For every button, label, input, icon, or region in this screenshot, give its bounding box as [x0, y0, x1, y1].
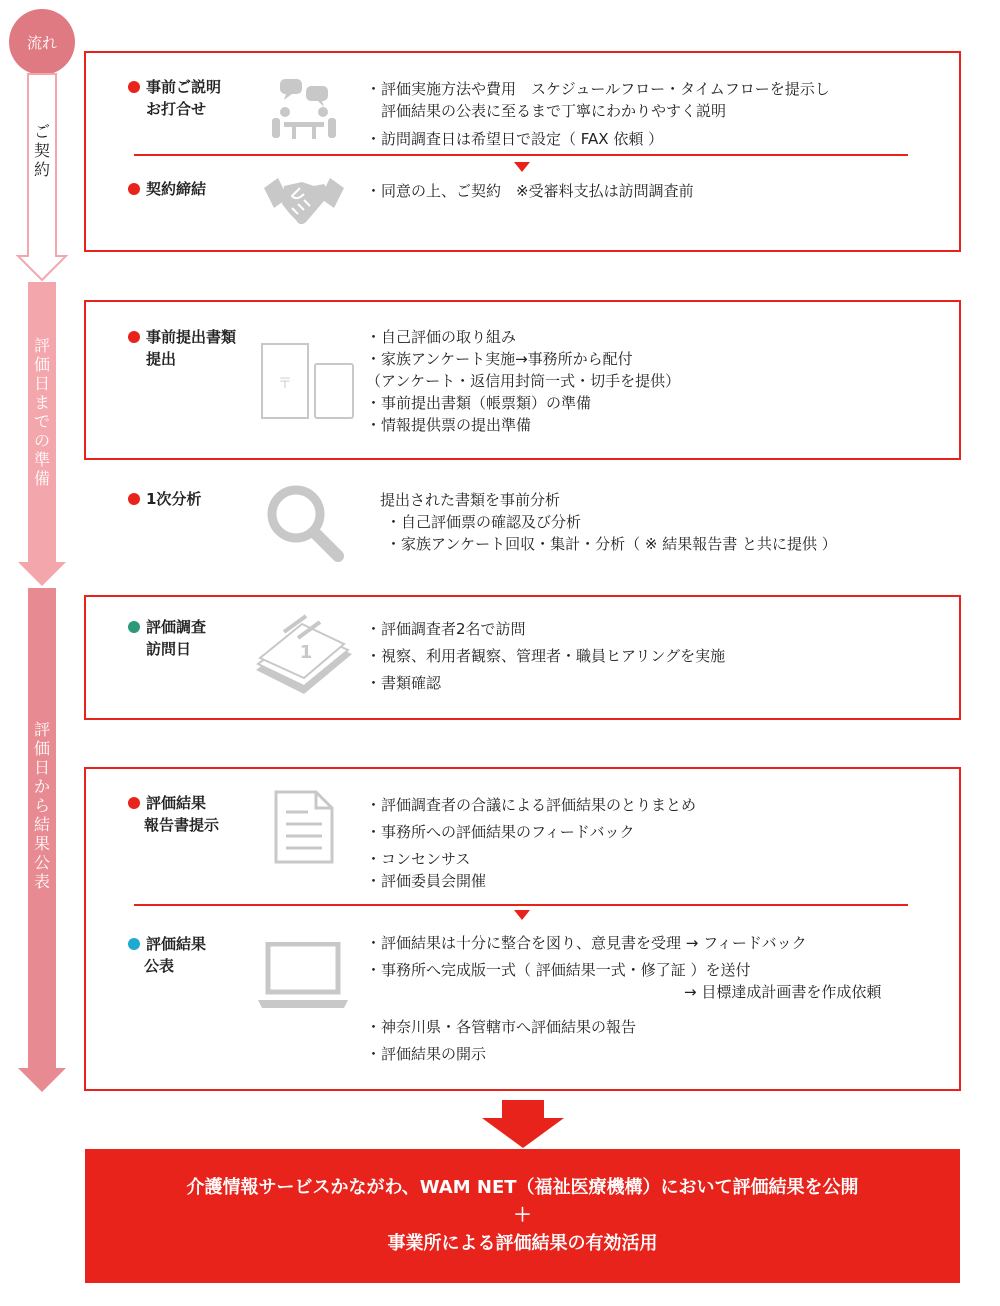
- status-dot: [128, 81, 140, 93]
- banner-line-1: 介護情報サービスかながわ、WAM NET（福祉医療機構）において評価結果を公開: [186, 1177, 859, 1198]
- publication-banner: [85, 1149, 960, 1283]
- step-title-documents: 事前提出書類 提出: [128, 326, 236, 370]
- step-title-analysis: 1次分析: [128, 488, 201, 510]
- magnifier-icon: [264, 482, 344, 562]
- status-dot: [128, 621, 140, 633]
- status-dot: [128, 797, 140, 809]
- step-text-report: ・評価調査者の合議による評価結果のとりまとめ ・事務所への評価結果のフィードバック ・コンセンサス ・評価委員会開催: [366, 796, 697, 890]
- phase-label-contract: ご契約: [33, 122, 50, 179]
- status-dot: [128, 183, 140, 195]
- down-triangle-icon: [514, 910, 530, 920]
- down-arrow-icon: [482, 1100, 564, 1148]
- flow-label: 流れ: [9, 9, 75, 75]
- status-dot: [128, 331, 140, 343]
- step-text-explain: ・評価実施方法や費用 スケジュールフロー・タイムフローを提示し 評価結果の公表に至るまで丁寧にわかりやすく説明 ・訪問調査日は希望日で設定（ FAX 依頼 ）: [366, 80, 830, 148]
- banner-line-3: 事業所による評価結果の有効活用: [387, 1233, 658, 1254]
- step-title-contract: 契約締結: [128, 178, 206, 200]
- step-text-publish: ・評価結果は十分に整合を図り、意見書を受理 → フィードバック ・事務所へ完成版一式（ 評価結果一式・修了証 ）を送付 → 目標達成計画書を作成依頼 ・神奈川県・各管轄市へ評価結果の報告 ・評価結果の開示: [366, 934, 882, 1063]
- calendar-number: 1: [299, 642, 313, 663]
- step-title-explain: 事前ご説明 お打合せ: [128, 76, 221, 120]
- phase-label-preparation: 評価日までの準備: [33, 336, 50, 488]
- banner-plus: ＋: [513, 1205, 532, 1226]
- down-triangle-icon: [514, 162, 530, 172]
- status-dot: [128, 493, 140, 505]
- step-title-publish: 評価結果 公表: [128, 933, 206, 977]
- divider: [134, 904, 908, 906]
- divider: [134, 154, 908, 156]
- status-dot: [128, 938, 140, 950]
- meeting-icon: [266, 76, 342, 142]
- calendar-icon: [254, 614, 354, 696]
- step-text-contract: ・同意の上、ご契約 ※受審料支払は訪問調査前: [366, 182, 694, 200]
- step-title-report: 評価結果 報告書提示: [128, 792, 219, 836]
- step-text-analysis: 提出された書類を事前分析 ・自己評価票の確認及び分析 ・家族アンケート回収・集計・分析（ ※ 結果報告書 と共に提供 ）: [380, 491, 837, 553]
- handshake-icon: [262, 174, 346, 230]
- envelope-icon: [260, 342, 356, 420]
- laptop-icon: [258, 942, 348, 1008]
- svg-text:〒: 〒: [278, 376, 292, 392]
- document-icon: [274, 790, 334, 864]
- step-title-visit: 評価調査 訪問日: [128, 616, 206, 660]
- phase-label-publication: 評価日から結果公表: [33, 720, 50, 891]
- step-text-documents: ・自己評価の取り組み ・家族アンケート実施→事務所から配付 （アンケート・返信用封筒一式・切手を提供） ・事前提出書類（帳票類）の準備 ・情報提供票の提出準備: [366, 328, 681, 434]
- step-text-visit: ・評価調査者2名で訪問 ・視察、利用者観察、管理者・職員ヒアリングを実施 ・書類確認: [366, 620, 726, 692]
